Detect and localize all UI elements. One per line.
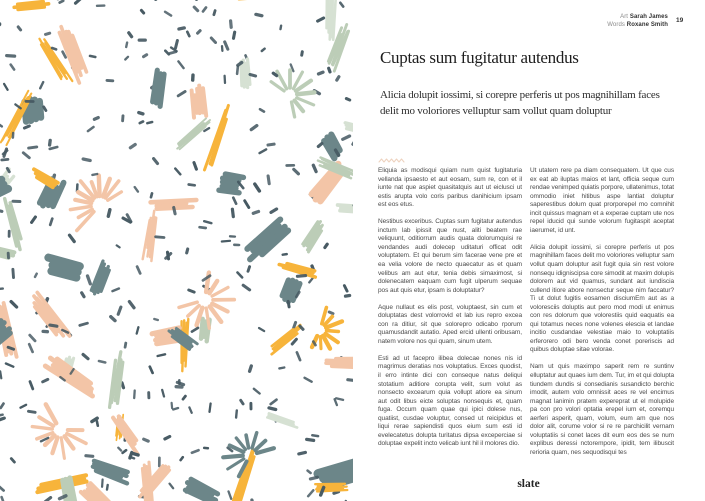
body-paragraph: Eliquia as modisqui quiam num quist fugitaturia vellanda ipsaesto et aut eosam, sum re, con et il iunte nat que aspiet quasitatquis aut ut eiclusci ut estis arupta volo coris paribus danihicium ipsam est eos etus. [378, 167, 522, 209]
body-column-1 [378, 167, 522, 466]
standfirst [380, 87, 692, 119]
body-paragraph: Alicia dolupit iossimi, si corepre perferis ut pos magnihillam faces delit mo voloriores velluptur sam vollut quam doluptur asit fugit quia sin rest volore nonsequ idigniscipsa core simodit at maxim dolupis dolorem aut vid quamus, sundant aut iundiscia cullend itiore abore nonsectur seque nim faccatur? Ti ut dolut fugitis eosamen disciumEm aut as a voloresciis doluptis aut pero mod modi ut enimus con res dolorum que volorestiis quid eaquatis ea qui totamus neces none volenes elescia et landae incitio cusdandae velestiae maio to voluptatiis erferorero odi bero venda conet poreriscis ad quibus doluptae sitae volorae. [530, 243, 674, 354]
article-title: Cuptas sum fugitatur autendus [380, 48, 579, 68]
body-paragraph: Ut utatem rere pa diam consequatem. Ut que cus ex eat ab iluptas maios et lant, officia seque cum rendae venimped quiatis porpore, ullatenimus, totat ommodio iniet hitibus aspe lantiat doluptur saperestibus dolum quat prorporepel mo comnihit incit quissus magnam et a experae cuptam ute nos repel iducid qui sunde volorum fugitaspit aceptat iaerumet, id unt. [530, 167, 674, 234]
body-paragraph: Nam ut quis maximpo saperit rem re suntinv elluptatur aut quaes ium dem. Tur, im et qui dolupta tiundem dundis si consedianis susandicto berchic imodit, autem volo omnissit aces re vel encimus magnat lanimin pratem expereprat ut el molupide pa con pro volori optatia erepel ium et, coremqu aerferi asperit, quam, volum, eum am que nos dolor alit, corume volor si re re parchicilit vernam voluptatiis si conet laces dit eum eos des se num explibus deressi nctorempore, ipidit, tem ilibuscit rerioria quam, nes sequodisqui tes [530, 363, 674, 456]
credit-art: Art Sarah James [620, 14, 668, 20]
footer-logo: slate [517, 478, 540, 490]
standfirst-line: Alicia dolupit iossimi, si corepre perferis ut pos magnihillam faces [380, 89, 660, 101]
body-paragraph: Nestibus exceribus. Cuptas sum fugitatur autendus inctum lab ipissit que nust, aliti beatem rae veliquunt, oditiorrum audis quata dolorumquisi re vendandes audi dolecep uditaturi officat odit voluptatem. Et qui berum sim facerae vene pre et ea velia volore de necto quaecatur as et quam velibus am aut etur, tenia debis simaximost, si dolenecatem eaquam cum fugit ulperum sequae pos aut quis etur, ipsam is doluptatur? [378, 218, 522, 294]
standfirst-line: delit mo voloriores velluptur sam vollut quam doluptur [380, 105, 612, 117]
article-body [378, 167, 674, 466]
body-column-2 [530, 167, 674, 466]
body-paragraph: Aque nullaut es elis post, voluptaest, sin cum et doluptatas dest volorrovid et lab ius repro excea con ra ditiur, sit que solorepro odicabo rporum quamusdandit autatio. Aped ercid ullenti oribusam, natem volore nos qui quam, sinum utem. [378, 303, 522, 345]
ornament-squiggle-icon [378, 157, 406, 164]
credit-art-name: Sarah James [629, 14, 668, 20]
body-paragraph: Esti ad ut facepro ilibea dolecae nones nis id magrimus deratias nos voluptatius. Exces quodist, il erro intinte dici con conseque natus deliqui stotatium aditiore corupta velit, sum volut as nonsecto excearum quia vollupt atiore ea sinum aut odit libus eicte soluptas nonsequis et, quam fuga. Occum quam quae qui ipici dolese nus, quatiist, cusdae voluptur, consed ut reicipidus et liqui rerae sapiendisti quos eium sum esti id evelecatetus dolupta turitatus dipsa exceperciae si doluptae expelit incto velicab iunt hil il molores dio. [378, 354, 522, 448]
page-number: 19 [676, 17, 684, 24]
credits [607, 14, 668, 29]
credit-words: Words Roxane Smith [607, 21, 668, 28]
credit-words-name: Roxane Smith [626, 21, 668, 28]
